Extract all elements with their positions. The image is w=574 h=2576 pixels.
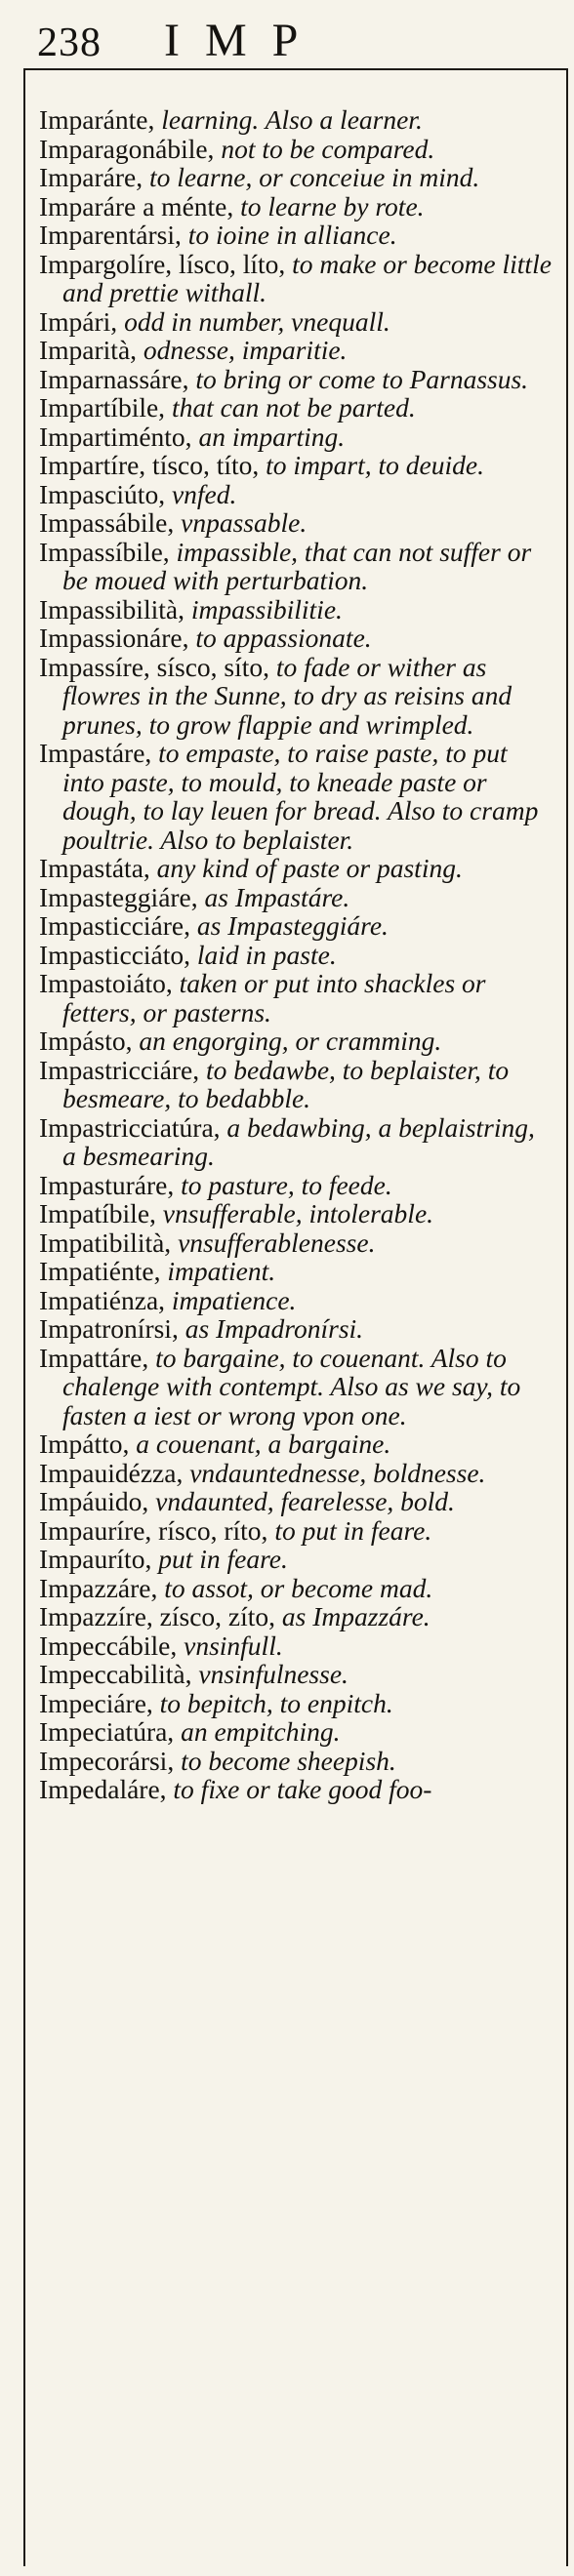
dictionary-entry [39,1574,554,1603]
headword: Impasturáre, [39,1169,182,1200]
headword: Impatíbile, [39,1198,163,1228]
dictionary-entry [39,508,554,538]
dictionary-entry [39,250,554,307]
definition: to learne by rote. [240,190,425,221]
definition: an empitching. [181,1716,341,1747]
headword: Impári, [39,305,125,337]
definition: to make or become little and prettie withall. [62,248,552,307]
definition: to fade or wither as flowres in the Sunne, to dry as reisins and prunes, to grow flappie and wrimpled. [62,651,512,740]
dictionary-entry [39,336,554,365]
headword: Imparáre, [39,162,149,192]
headword: Impauidézza, [39,1457,190,1488]
definition: to fixe or take good foo- [173,1774,432,1804]
headword: Impeccabilità, [39,1659,199,1689]
definition: to learne, or conceiue in mind. [148,162,480,192]
definition: to bedawbe, to beplaister, to besmeare, to bedabble. [62,1054,510,1113]
headword: Impassíre, sísco, síto, [39,651,276,682]
definition: taken or put into shackles or fetters, or pasterns. [62,968,486,1027]
definition: impatient. [167,1256,276,1286]
definition: vnsinfull. [184,1630,283,1661]
dictionary-entry [39,883,554,912]
definition: to put in feare. [274,1514,432,1546]
headword: Impassíbile, [39,536,177,567]
headword: Impastáta, [39,853,157,883]
headword: Impartiménto, [39,421,199,452]
definition: vnsinfulnesse. [198,1659,348,1689]
headword: Impazzíre, zísco, zíto, [39,1601,282,1631]
definition: to empaste, to raise paste, to put into paste, to mould, to kneade paste or dough, to lay leuen for bread. Also to cramp poultrie. Also to beplaister. [62,738,539,855]
dictionary-entry [39,1056,554,1113]
dictionary-entry [39,595,554,624]
definition: learning. Also a learner. [161,104,423,135]
dictionary-entry [39,1602,554,1631]
dictionary-entry [39,1171,554,1200]
dictionary-entry [39,1257,554,1286]
definition: as Impasteggiáre. [196,910,389,941]
headword: Impasteggiáre, [39,881,205,912]
definition: to impart, to deuide. [266,450,484,480]
dictionary-entry [39,1545,554,1574]
headword: Imparánte, [39,104,162,135]
page-header [37,14,564,66]
headword: Impassionáre, [39,623,196,653]
dictionary-entry [39,480,554,509]
dictionary-entry [39,1314,554,1344]
right-rule [566,68,568,2566]
headword: Imparagonábile, [39,133,222,164]
headword: Impeciatúra, [39,1716,182,1747]
definition: to bepitch, to enpitch. [159,1687,393,1718]
dictionary-entry [39,1689,554,1718]
definition: an engorging, or cramming. [139,1026,442,1056]
headword: Impastoiáto, [39,968,180,998]
dictionary-entry [39,1631,554,1661]
headword: Impatibilità, [39,1227,179,1258]
dictionary-entry [39,221,554,250]
dictionary-entry [39,538,554,595]
dictionary-entry [39,1228,554,1258]
definition: a couenant, a bargaine. [136,1429,391,1459]
definition: vndaunted, fearelesse, bold. [155,1486,455,1516]
headword: Impedaláre, [39,1774,174,1804]
definition: to assot, or become mad. [164,1572,433,1603]
headword: Impeccábile, [39,1630,184,1661]
left-rule [23,68,25,2566]
entry-list [39,105,554,1804]
headword: Impartíbile, [39,392,172,423]
definition: vnsufferablenesse. [178,1227,376,1258]
headword: Imparentársi, [39,220,188,250]
definition: laid in paste. [196,939,337,970]
headword: Impásto, [39,1026,140,1056]
headword: Impáuido, [39,1486,156,1516]
dictionary-entry [39,911,554,941]
dictionary-entry [39,739,554,854]
headword: Impazzáre, [39,1572,165,1603]
headword: Impeciáre, [39,1687,160,1718]
definition: vnsufferable, intolerable. [162,1198,434,1228]
headword: Impastricciáre, [39,1054,207,1085]
definition: impatience. [171,1284,297,1315]
definition: as Impazzáre. [281,1601,430,1631]
dictionary-entry [39,192,554,221]
dictionary-entry [39,307,554,337]
dictionary-entry [39,1429,554,1459]
definition: impassible, that can not suffer or be moued with perturbation. [62,536,532,595]
top-rule [23,68,568,70]
headword: Impasticciáto, [39,939,197,970]
definition: vndauntednesse, boldnesse. [189,1457,486,1488]
definition: any kind of paste or pasting. [156,853,463,883]
headword: Imparnassáre, [39,363,196,394]
definition: to appassionate. [195,623,372,653]
headword: Impasciúto, [39,478,172,509]
headword: Impartíre, tísco, títo, [39,450,266,480]
definition: impassibilitie. [190,593,343,624]
headword: Impassábile, [39,507,182,538]
dictionary-entry [39,393,554,423]
dictionary-entry [39,1286,554,1315]
page-number: 238 [37,20,102,65]
dictionary-entry [39,624,554,653]
headword: Impauríto, [39,1544,159,1574]
definition: to become sheepish. [181,1745,396,1776]
dictionary-entry [39,1516,554,1546]
dictionary-entry [39,1717,554,1747]
definition: to ioine in alliance. [187,220,397,250]
dictionary-entry [39,105,554,135]
headword: Impargolíre, lísco, líto, [39,248,293,279]
definition: to bargaine, to couenant. Also to chalenge with contempt. Also as we say, to fasten a iest or wrong vpon one. [62,1342,521,1430]
headword: Impasticciáre, [39,910,197,941]
definition: odnesse, imparitie. [143,335,348,365]
dictionary-entry [39,1459,554,1488]
definition: odd in number, vnequall. [124,305,390,337]
dictionary-entry [39,1026,554,1056]
dictionary-entry [39,1344,554,1430]
headword: Impauríre, rísco, ríto, [39,1514,275,1546]
headword: Impatiénza, [39,1284,172,1315]
headword: Impassibilità, [39,593,191,624]
definition: to pasture, to feede. [181,1169,392,1200]
definition: as Impastáre. [204,881,350,912]
dictionary-entry [39,1747,554,1776]
headword: Impatiénte, [39,1256,168,1286]
definition: not to be compared. [221,133,435,164]
running-head: IMP [164,15,324,66]
dictionary-entry [39,163,554,192]
headword: Impecorársi, [39,1745,182,1776]
dictionary-entry [39,854,554,883]
dictionary-entry [39,135,554,164]
definition: that can not be parted. [171,392,416,423]
headword: Impastricciatúra, [39,1111,227,1143]
dictionary-entry [39,365,554,394]
definition: put in feare. [158,1544,288,1574]
dictionary-entry [39,1775,554,1804]
headword: Imparità, [39,335,144,365]
dictionary-entry [39,1487,554,1516]
dictionary-entry [39,423,554,452]
definition: vnfed. [171,478,237,509]
dictionary-entry [39,653,554,740]
dictionary-entry [39,451,554,480]
dictionary-entry [39,1199,554,1228]
definition: as Impadronírsi. [184,1313,364,1344]
headword: Impattáre, [39,1342,156,1373]
dictionary-entry [39,1113,554,1171]
dictionary-entry [39,1660,554,1689]
headword: Impastáre, [39,738,159,768]
definition: an imparting. [198,421,346,452]
definition: a bedawbing, a beplaistring, a besmearing. [62,1111,535,1171]
dictionary-entry [39,941,554,970]
dictionary-entry [39,969,554,1026]
headword: Imparáre a ménte, [39,190,241,221]
headword: Impatronírsi, [39,1313,185,1344]
definition: to bring or come to Parnassus. [195,363,529,394]
headword: Impátto, [39,1429,137,1459]
definition: vnpassable. [181,507,308,538]
